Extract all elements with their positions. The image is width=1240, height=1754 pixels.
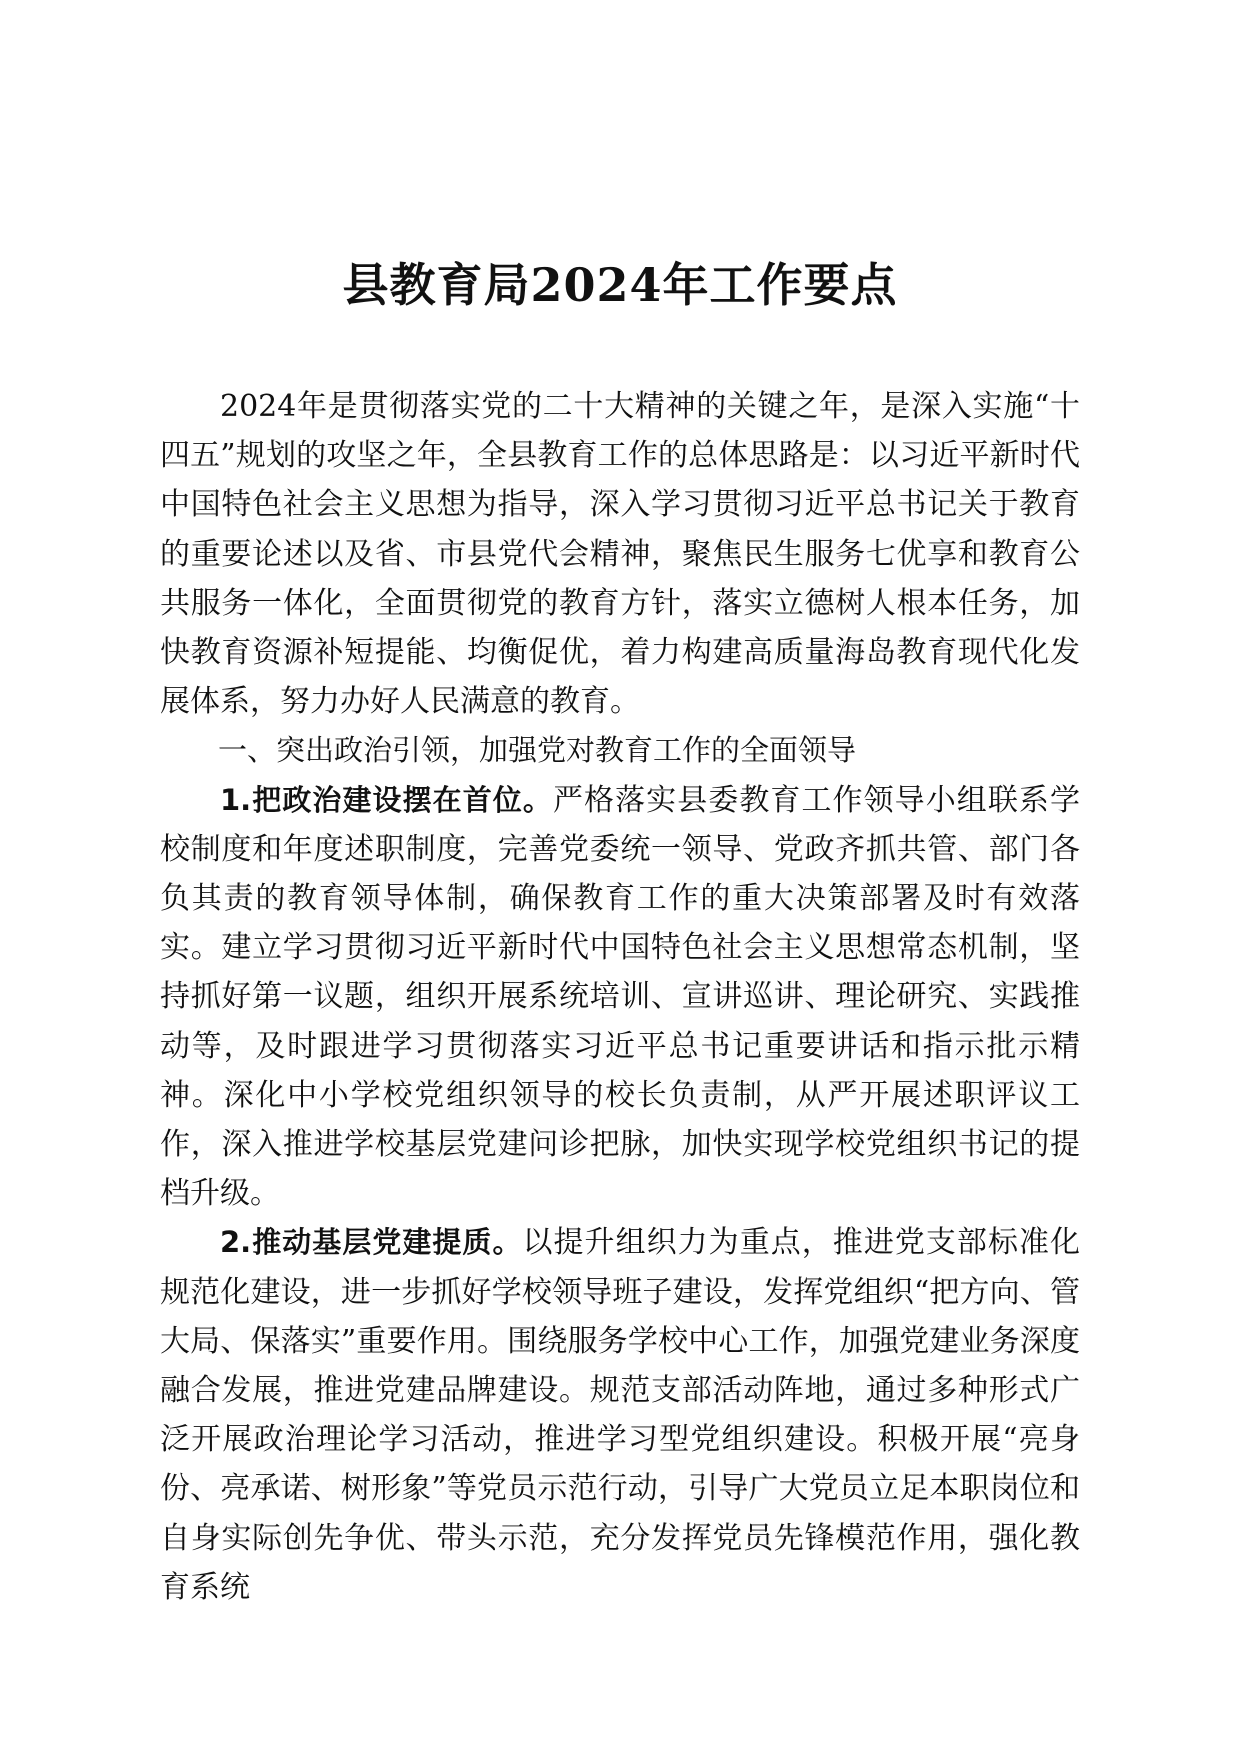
intro-paragraph: 2024年是贯彻落实党的二十大精神的关键之年，是深入实施“十四五”规划的攻坚之年，全县教育工作的总体思路是：以习近平新时代中国特色社会主义思想为指导，深入学习贯彻习近平总书记关于教育的重要论述以及省、市县党代会精神，聚焦民生服务七优享和教育公共服务一体化，全面贯彻党的教育方针，落实立德树人根本任务，加快教育资源补短提能、均衡促优，着力构建高质量海岛教育现代化发展体系，努力办好人民满意的教育。 — [160, 389, 1080, 720]
item-2-lead: 2.推动基层党建提质。 — [220, 1225, 523, 1260]
section-heading-1: 一、突出政治引领，加强党对教育工作的全面领导 — [218, 733, 857, 768]
item-1-lead: 1.把政治建设摆在首位。 — [220, 782, 553, 817]
item-2-paragraph — [160, 1218, 1080, 1612]
item-2-text: 以提升组织力为重点，推进党支部标准化规范化建设，进一步抓好学校领导班子建设，发挥党组织“把方向、管大局、保落实”重要作用。围绕服务学校中心工作，加强党建业务深度融合发展，推进党建品牌建设。规范支部活动阵地，通过多种形式广泛开展政治理论学习活动，推进学习型党组织建设。积极开展“亮身份、亮承诺、树形象”等党员示范行动，引导广大党员立足本职岗位和自身实际创先争优、带头示范，充分发挥党员先锋模范作用，强化教育系统 — [160, 1225, 1081, 1605]
document-body — [160, 382, 1080, 1612]
item-1-text: 严格落实县委教育工作领导小组联系学校制度和年度述职制度，完善党委统一领导、党政齐抓共管、部门各负其责的教育领导体制，确保教育工作的重大决策部署及时有效落实。建立学习贯彻习近平新时代中国特色社会主义思想常态机制，坚持抓好第一议题，组织开展系统培训、宣讲巡讲、理论研究、实践推动等，及时跟进学习贯彻落实习近平总书记重要讲话和指示批示精神。深化中小学校党组织领导的校长负责制，从严开展述职评议工作，深入推进学校基层党建问诊把脉，加快实现学校党组织书记的提档升级。 — [160, 782, 1081, 1212]
document-title: 县教育局2024年工作要点 — [342, 258, 898, 312]
item-1-paragraph — [160, 776, 1080, 1219]
